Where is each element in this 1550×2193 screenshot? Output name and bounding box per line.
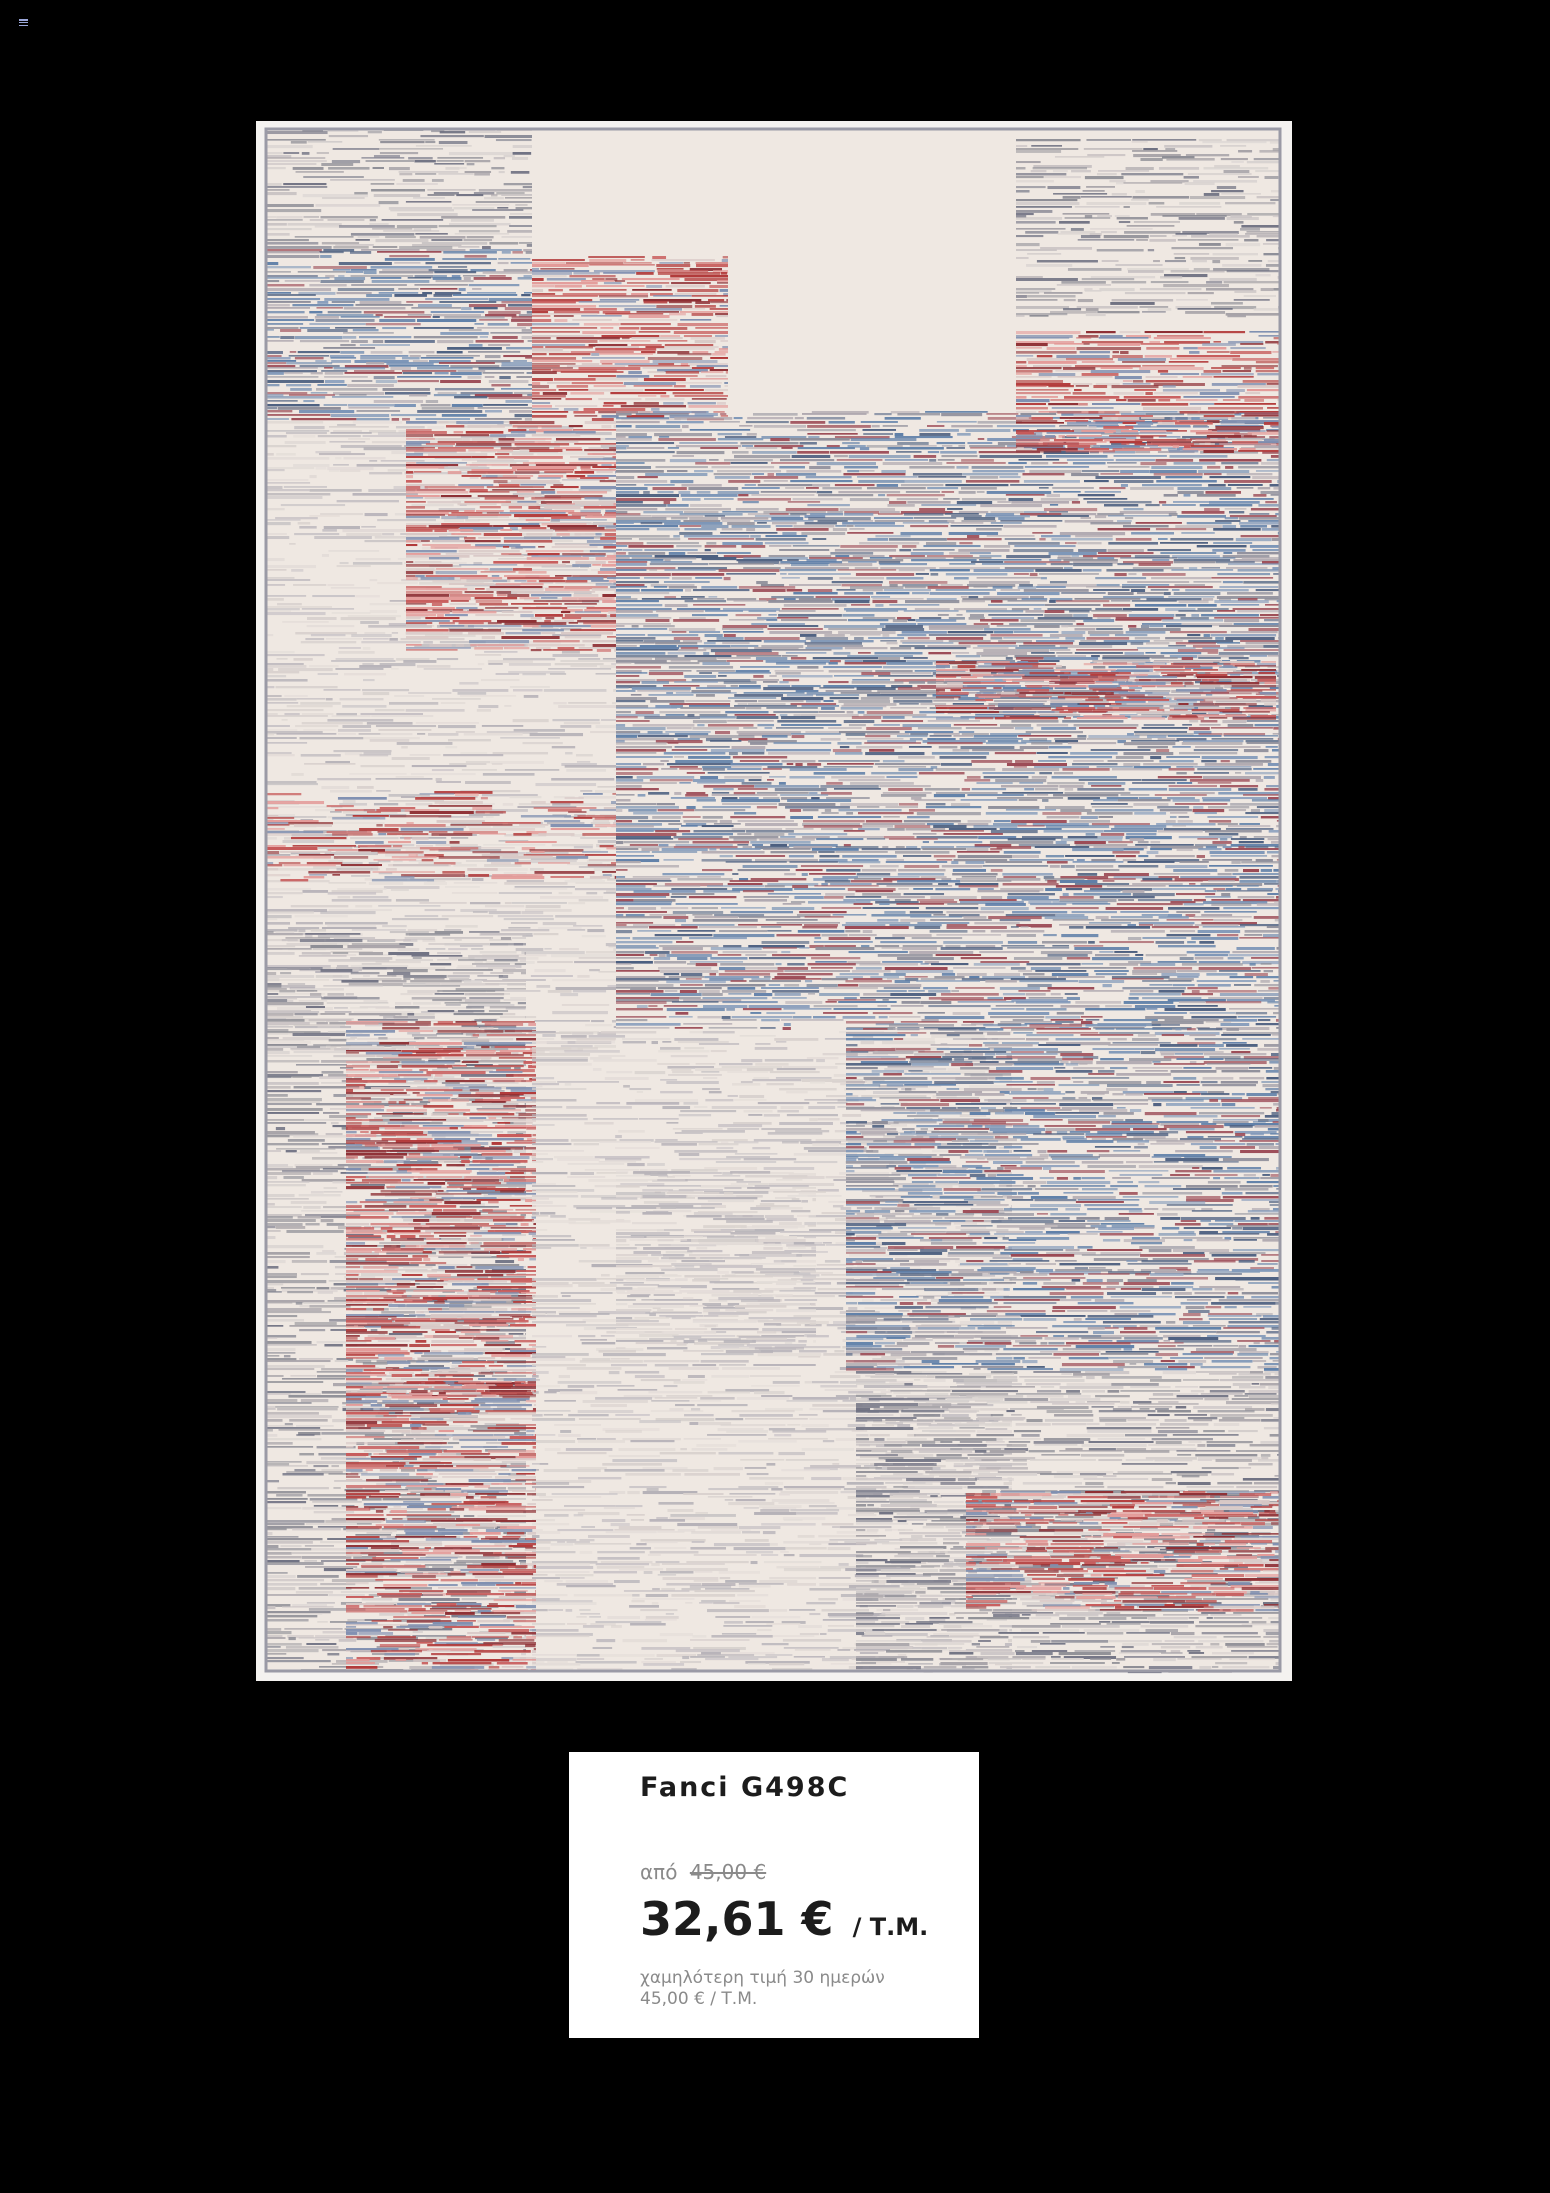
current-price: 32,61 € [640,1892,834,1946]
product-image [256,121,1292,1681]
price-card [569,1752,979,2038]
product-title: Fanci G498C [640,1772,850,1803]
lowest-price-info [640,1968,885,2010]
current-price-row [640,1892,928,1946]
from-label: από [640,1860,678,1884]
lowest-price-label: χαμηλότερη τιμή 30 ημερών [640,1968,885,1988]
hamburger-menu-icon[interactable] [19,19,28,26]
rug-illustration [256,121,1292,1681]
old-price: 45,00 € [689,1860,767,1884]
from-price-row [640,1860,766,1884]
lowest-price-value: 45,00 € / Τ.Μ. [640,1989,758,2009]
price-unit: / Τ.Μ. [852,1913,929,1941]
